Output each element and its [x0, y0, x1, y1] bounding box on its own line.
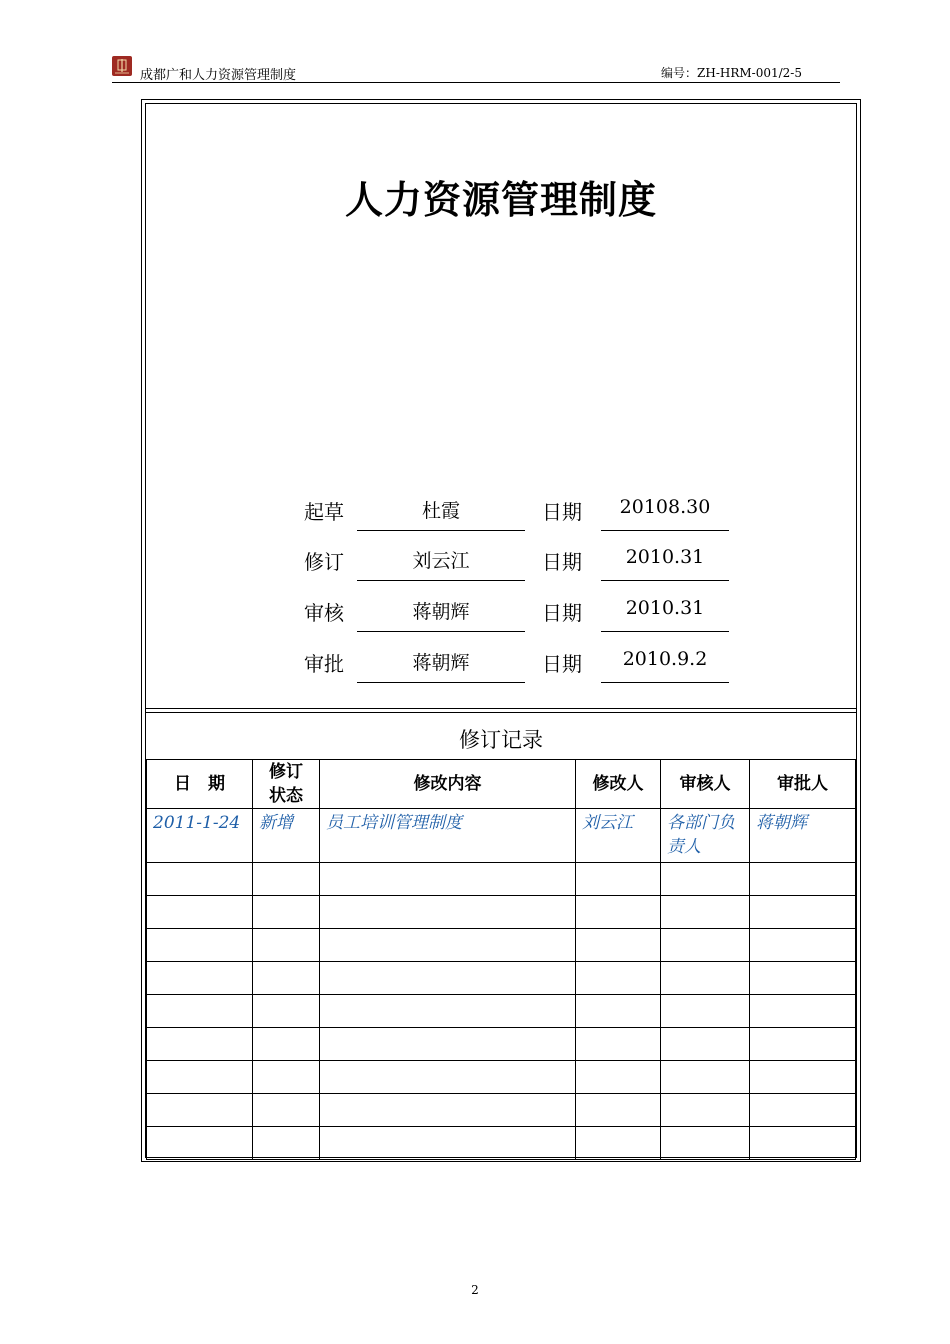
empty-cell — [750, 1094, 856, 1127]
cell-modifier: 刘云江 — [576, 809, 661, 863]
col-header-content: 修改内容 — [320, 760, 576, 809]
signoff-name: 蒋朝辉 — [357, 597, 525, 632]
empty-cell — [576, 1094, 661, 1127]
empty-cell — [661, 896, 750, 929]
empty-cell — [661, 1061, 750, 1094]
empty-cell — [661, 1094, 750, 1127]
cell-reviewer: 各部门负责人 — [661, 809, 750, 863]
cell-approver: 蒋朝辉 — [750, 809, 856, 863]
document-title: 人力资源管理制度 — [344, 178, 657, 222]
cell-date: 2011-1-24 — [147, 809, 253, 863]
empty-cell — [147, 1061, 253, 1094]
empty-cell — [750, 1028, 856, 1061]
table-row — [147, 896, 856, 929]
empty-cell — [661, 929, 750, 962]
header-company-title: 成都广和人力资源管理制度 — [140, 68, 297, 83]
empty-cell — [147, 863, 253, 896]
signoff-name: 蒋朝辉 — [357, 648, 525, 683]
revision-title: 修订记录 — [459, 728, 543, 752]
empty-cell — [320, 896, 576, 929]
header-doc-code: 编号：ZH-HRM-001/2-5 — [661, 66, 802, 80]
signoff-role: 修订 — [304, 550, 344, 574]
empty-cell — [576, 995, 661, 1028]
empty-cell — [576, 1061, 661, 1094]
table-row — [147, 1094, 856, 1127]
empty-cell — [661, 1127, 750, 1160]
empty-cell — [320, 1094, 576, 1127]
signoff-date: 20108.30 — [601, 496, 729, 531]
table-row — [147, 962, 856, 995]
empty-cell — [576, 1127, 661, 1160]
empty-cell — [147, 962, 253, 995]
empty-cell — [320, 995, 576, 1028]
empty-cell — [320, 1028, 576, 1061]
empty-cell — [253, 863, 320, 896]
empty-cell — [253, 896, 320, 929]
empty-cell — [253, 962, 320, 995]
empty-cell — [320, 1061, 576, 1094]
signoff-date-label: 日期 — [542, 652, 582, 676]
empty-cell — [576, 1028, 661, 1061]
signoff-name: 刘云江 — [357, 546, 525, 581]
signoff-date: 2010.31 — [601, 597, 729, 632]
table-row — [147, 1028, 856, 1061]
empty-cell — [750, 1127, 856, 1160]
empty-cell — [576, 863, 661, 896]
empty-cell — [750, 896, 856, 929]
empty-cell — [750, 995, 856, 1028]
col-header-date: 日 期 — [147, 760, 253, 809]
empty-cell — [147, 995, 253, 1028]
col-header-status — [253, 760, 320, 809]
empty-cell — [253, 1061, 320, 1094]
signoff-date: 2010.31 — [601, 546, 729, 581]
empty-cell — [253, 1094, 320, 1127]
cell-content: 员工培训管理制度 — [320, 809, 576, 863]
company-logo-icon — [112, 56, 132, 76]
empty-cell — [576, 896, 661, 929]
signoff-role: 审批 — [304, 652, 344, 676]
empty-cell — [320, 962, 576, 995]
cell-status: 新增 — [253, 809, 320, 863]
table-row — [147, 1127, 856, 1160]
empty-cell — [147, 1127, 253, 1160]
empty-cell — [750, 929, 856, 962]
empty-cell — [147, 896, 253, 929]
empty-cell — [253, 929, 320, 962]
empty-cell — [253, 1028, 320, 1061]
table-row — [147, 809, 856, 863]
signoff-role: 起草 — [304, 500, 344, 524]
col-header-reviewer: 审核人 — [661, 760, 750, 809]
empty-cell — [661, 863, 750, 896]
col-header-approver: 审批人 — [750, 760, 856, 809]
section-divider — [146, 708, 856, 713]
empty-cell — [576, 962, 661, 995]
empty-cell — [253, 995, 320, 1028]
empty-cell — [320, 1127, 576, 1160]
table-row — [147, 995, 856, 1028]
empty-cell — [661, 1028, 750, 1061]
col-header-status-line: 修订 — [269, 762, 303, 782]
signoff-name: 杜霞 — [357, 496, 525, 531]
empty-cell — [147, 1094, 253, 1127]
empty-cell — [661, 995, 750, 1028]
empty-cell — [147, 1028, 253, 1061]
empty-cell — [661, 962, 750, 995]
empty-cell — [253, 1127, 320, 1160]
table-row — [147, 1061, 856, 1094]
page-header — [112, 56, 840, 83]
signoff-role: 审核 — [304, 601, 344, 625]
revision-header-row — [147, 760, 856, 809]
document-frame — [141, 99, 861, 1162]
empty-cell — [147, 929, 253, 962]
empty-cell — [576, 929, 661, 962]
col-header-status-line: 状态 — [269, 786, 303, 806]
signoff-date-label: 日期 — [542, 601, 582, 625]
table-row — [147, 863, 856, 896]
page-number: 2 — [471, 1283, 479, 1297]
signoff-date-label: 日期 — [542, 500, 582, 524]
col-header-modifier: 修改人 — [576, 760, 661, 809]
empty-cell — [750, 863, 856, 896]
empty-cell — [320, 929, 576, 962]
empty-cell — [320, 863, 576, 896]
revision-table — [146, 759, 856, 1160]
table-row — [147, 929, 856, 962]
signoff-date-label: 日期 — [542, 550, 582, 574]
empty-cell — [750, 962, 856, 995]
document-frame-inner — [145, 103, 857, 1158]
signoff-date: 2010.9.2 — [601, 648, 729, 683]
empty-cell — [750, 1061, 856, 1094]
